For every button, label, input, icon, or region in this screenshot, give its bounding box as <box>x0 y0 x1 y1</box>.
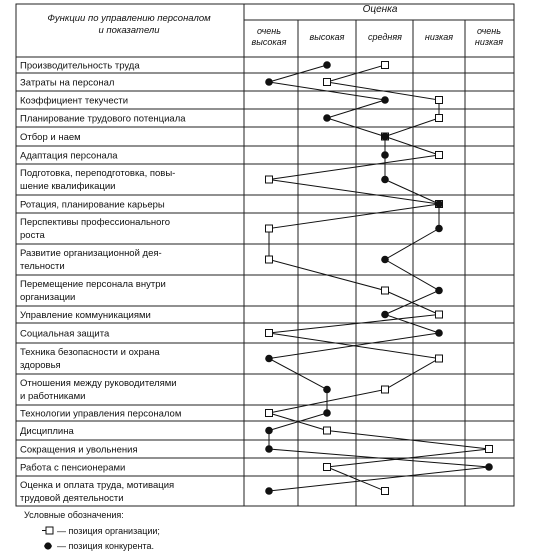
row-label: Перемещение персонала внутри <box>20 279 166 290</box>
organization-marker <box>436 311 443 318</box>
row-label: Производительность труда <box>20 60 140 72</box>
competitor-marker <box>265 427 273 435</box>
organization-marker <box>266 330 273 337</box>
row-label: Дисциплина <box>20 426 74 437</box>
competitor-line <box>269 65 489 491</box>
competitor-marker <box>381 176 389 184</box>
row-label: Сокращения и увольнения <box>20 444 138 456</box>
function-header-line1: Функции по управлению персоналом <box>47 13 211 24</box>
competitor-marker <box>381 151 389 159</box>
organization-marker <box>436 355 443 362</box>
organization-marker <box>436 152 443 159</box>
row-label: Отношения между руководителями <box>20 378 177 389</box>
row-label: Перспективы профессионального <box>20 217 171 228</box>
row-label: организации <box>20 292 76 303</box>
rating-column-headers <box>252 26 504 47</box>
organization-marker <box>436 115 443 122</box>
legend-competitor: — позиция конкурента. <box>57 541 154 551</box>
row-label: Развитие организационной дея- <box>20 248 162 259</box>
legend-organization: — позиция организации; <box>57 526 160 536</box>
row-label: трудовой деятельности <box>20 493 124 504</box>
row-label: Ротация, планирование карьеры <box>20 199 165 211</box>
function-header-line2: и показатели <box>98 25 160 36</box>
competitor-marker <box>323 409 331 417</box>
legend <box>24 510 160 551</box>
organization-marker <box>324 464 331 471</box>
rating-column-header: средняя <box>368 32 402 42</box>
row-label: тельности <box>20 261 65 272</box>
rating-column-header: очень <box>257 26 281 36</box>
organization-square-icon <box>46 527 53 534</box>
organization-marker <box>266 256 273 263</box>
competitor-marker <box>435 329 443 337</box>
competitor-marker <box>323 61 331 69</box>
row-label: Социальная защита <box>20 328 110 340</box>
competitor-marker <box>435 287 443 295</box>
organization-marker <box>266 225 273 232</box>
organization-marker <box>486 446 493 453</box>
competitor-marker <box>265 487 273 495</box>
row-label: Планирование трудового потенциала <box>20 113 186 125</box>
row-label: Адаптация персонала <box>20 150 118 162</box>
row-label: шение квалификации <box>20 181 116 192</box>
rating-column-header: высокая <box>251 37 287 47</box>
organization-marker <box>324 427 331 434</box>
row-label: Технологии управления персоналом <box>20 408 182 420</box>
organization-marker <box>382 62 389 69</box>
competitor-marker <box>485 463 493 471</box>
profile-markers <box>265 61 493 495</box>
competitor-marker <box>381 96 389 104</box>
competitor-marker <box>435 200 443 208</box>
competitor-marker <box>435 225 443 233</box>
rating-column-header: очень <box>477 26 501 36</box>
organization-marker <box>382 488 389 495</box>
row-label: здоровья <box>20 360 61 371</box>
row-label: и работниками <box>20 391 86 402</box>
row-label: Подготовка, переподготовка, повы- <box>20 168 176 179</box>
row-label: Техника безопасности и охрана <box>20 347 160 358</box>
row-label: роста <box>20 230 45 241</box>
rating-column-header: высокая <box>309 32 345 42</box>
profile-lines <box>269 65 489 491</box>
legend-title: Условные обозначения: <box>24 510 124 520</box>
row-label: Отбор и наем <box>20 132 81 143</box>
competitor-marker <box>265 355 273 363</box>
organization-marker <box>266 176 273 183</box>
row-label: Коэффициент текучести <box>20 95 129 107</box>
competitor-marker <box>381 311 389 319</box>
row-label: Управление коммуникациями <box>20 310 151 321</box>
competitor-marker <box>323 386 331 394</box>
competitor-marker <box>323 114 331 122</box>
competitor-marker <box>265 445 273 453</box>
organization-marker <box>382 386 389 393</box>
rating-column-header: низкая <box>424 32 454 42</box>
competitor-marker <box>381 133 389 141</box>
row-label: Работа с пенсионерами <box>20 462 126 474</box>
organization-marker <box>382 287 389 294</box>
organization-marker <box>266 410 273 417</box>
row-label: Затраты на персонал <box>20 77 115 89</box>
rating-column-header: низкая <box>474 37 504 47</box>
organization-marker <box>436 97 443 104</box>
competitor-marker <box>265 78 273 86</box>
competitor-marker <box>381 256 389 264</box>
organization-line <box>269 65 489 491</box>
rating-header: Оценка <box>362 4 398 15</box>
row-label: Оценка и оплата труда, мотивация <box>20 480 175 491</box>
organization-marker <box>324 79 331 86</box>
